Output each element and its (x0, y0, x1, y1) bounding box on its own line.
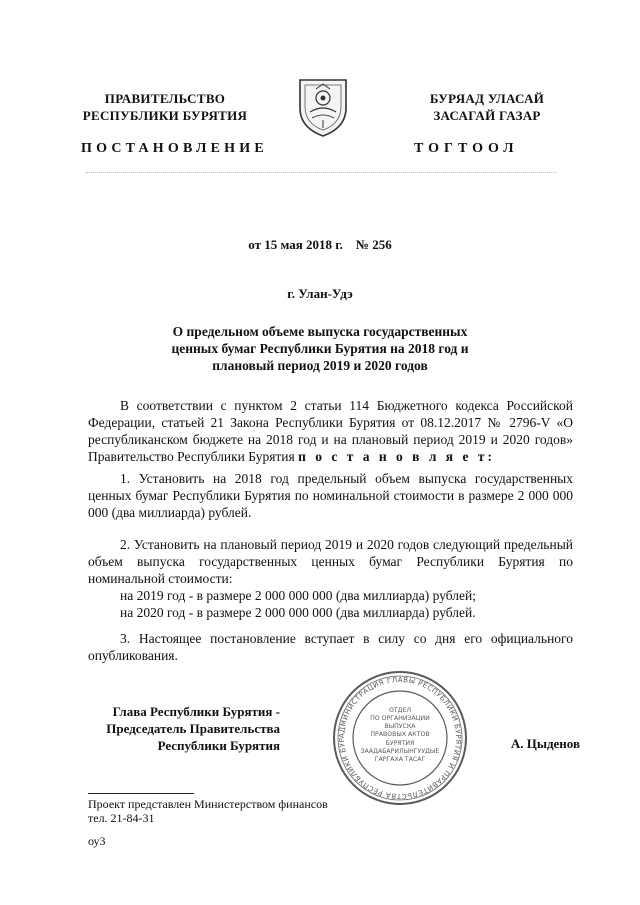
stamp-line4: ПРАВОВЫХ АКТОВ (370, 731, 430, 738)
city: г. Улан-Удэ (287, 286, 353, 301)
document-title (120, 323, 520, 374)
doc-type-left: ПОСТАНОВЛЕНИЕ (81, 141, 268, 156)
signatory-position (80, 703, 280, 754)
doc-type-right: ТОГТООЛ (414, 141, 519, 156)
position-line2: Председатель Правительства (106, 721, 280, 736)
header-divider (86, 172, 556, 177)
stamp-line1: ОТДЕЛ (388, 707, 412, 714)
item-2: 2. Установить на плановый период 2019 и 2020 годов следующий предельный объем выпуска государственных ценных бумаг Республики Бурятия по номинальной стоимости: (88, 537, 573, 586)
item-2-line2: на 2020 год - в размере 2 000 000 000 (два миллиарда) рублей. (120, 605, 476, 620)
footer-line3: оу3 (88, 834, 106, 848)
header-left (60, 90, 270, 124)
official-stamp (330, 668, 470, 808)
position-line3: Республики Бурятия (157, 738, 280, 753)
gov-name-line2: РЕСПУБЛИКИ БУРЯТИЯ (82, 108, 248, 123)
footer-divider (88, 793, 194, 794)
coat-of-arms-icon (296, 76, 350, 138)
gov-name-bur-line1: БУРЯАД УЛАСАЙ (429, 91, 545, 106)
signatory-name: А. Цыденов (510, 736, 580, 751)
stamp-line7: ГАРГАХА ТАСАГ (374, 756, 426, 763)
item-3: 3. Настоящее постановление вступает в силу со дня его официального опубликования. (88, 631, 573, 663)
stamp-ring-text: АДМИНИСТРАЦИЯ ГЛАВЫ РЕСПУБЛИКИ БУРЯТИЯ И ПРАВИТЕЛЬСТВА РЕСПУБЛИКИ БУР (337, 675, 463, 801)
stamp-line3: ВЫПУСКА (384, 723, 416, 730)
footer-line1: Проект представлен Министерством финансов (88, 797, 328, 811)
title-line3: плановый период 2019 и 2020 годов (212, 358, 428, 373)
stamp-line6: ЗААДАБАРИЛЫНГУУДЫЕ (360, 748, 440, 755)
stamp-line2: ПО ОРГАНИЗАЦИИ (370, 715, 430, 722)
preamble-text: В соответствии с пунктом 2 статьи 114 Бюджетного кодекса Российской Федерации, статьей 21 Закона Республики Бурятия от 08.12.2017 № 2796-V «О республиканском бюджете на 2018 год и на плановый период 2019 и 2020 годов» Правительство Республики Бурятия (88, 398, 573, 464)
stamp-line5: БУРЯТИЯ (385, 740, 415, 747)
header-right (382, 90, 592, 124)
preamble (88, 397, 573, 465)
item-1: 1. Установить на 2018 год предельный объем выпуска государственных ценных бумаг Республики Бурятия по номинальной стоимости в размере 2 000 000 000 (два миллиарда) рублей. (88, 471, 573, 520)
item-2-line1: на 2019 год - в размере 2 000 000 000 (два миллиарда) рублей; (120, 588, 476, 603)
position-line1: Глава Республики Бурятия - (112, 704, 280, 719)
decree-word: п о с т а н о в л я е т: (298, 449, 495, 464)
title-line2: ценных бумаг Республики Бурятия на 2018 год и (171, 341, 469, 356)
footer-line2: тел. 21-84-31 (88, 811, 155, 825)
gov-name-line1: ПРАВИТЕЛЬСТВО (104, 91, 226, 106)
title-line1: О предельном объеме выпуска государственных (172, 324, 468, 339)
date-number: от 15 мая 2018 г. № 256 (248, 237, 392, 252)
gov-name-bur-line2: ЗАСАГАЙ ГАЗАР (433, 108, 541, 123)
